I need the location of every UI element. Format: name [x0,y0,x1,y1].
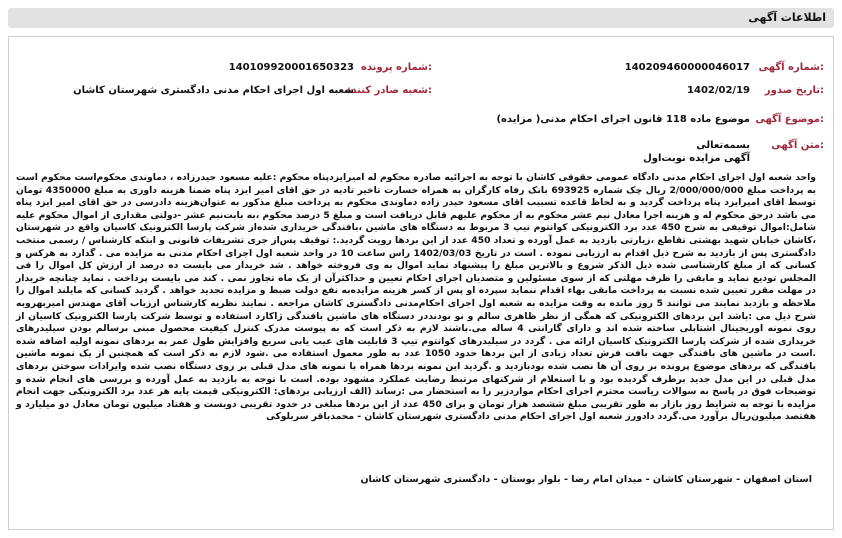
issuer-value: شعبه اول اجرای احکام مدنی دادگستری شهرستان کاشان [73,85,354,96]
subject-label: موضوع آگهی: [755,114,824,125]
basmala: بسمه‌تعالی [696,140,750,151]
issuer-label: شعبه صادر کننده: [345,85,432,96]
ad-number: 140209460000046017 [624,62,750,73]
header-title: اطلاعات آگهی [748,11,826,24]
ad-number-label: شماره آگهی: [758,62,824,73]
ad-body [16,172,816,424]
subject-value: موضوع ماده 118 قانون اجرای احکام مدنی( مزایده) [496,114,750,125]
header-bar [8,8,834,28]
address: استان اصفهان - شهرستان کاشان - میدان امام رضا - بلوار بوستان - دادگستری شهرستان کاشان [360,474,812,485]
ad-heading: آگهی مزایده نوبت‌اول [643,153,750,164]
text-label: متن آگهی: [771,140,824,151]
date-value: 1402/02/19 [687,85,750,96]
file-number-label: شماره پرونده: [360,62,432,73]
date-label: تاریخ صدور: [764,85,824,96]
file-number: 140109920001650323 [228,62,354,73]
ad-body-paragraph: واحد شعبه اول اجرای احکام مدنی دادگاه عمومی حقوقی کاشان با توجه به اجرائیه صادره محکوم له امیرایزدپناه محکوم :علیه مسعود حیدرزاده ، دماوندی محکوم‌است محکوم است به پرداخت مبلغ 2/000/000/000 ریال چک شماره 693925 بانک رفاه کارگران به همراه خسارت تاخیر تادیه در حق اقای امیر ایزد پناه ضمنا هزینه داوری به مبلغ 4350000 تومان توسط اقای امیرایزد پناه پرداخت گردید و به لحاظ قاعده تسبیب اقای مسعود حیدر زاده دماوندی محکوم به پرداخت مبلغ مذکور به عنوان‌هزینه دادرسی در حق اقای امیر ایزد پناه می باشد درحق محکوم له و هزینه اجرا معادل نیم عشر محکوم به از محکوم علیهم قابل دریافت است و مبلغ 5 درصد محکوم ،به بابت‌نیم عشر -دولتی مقداری از اموال محکوم علیه شامل:اموال توقیفی به شرح 450 عدد برد الکترونیکی کوانتوم تیپ 3 مربوط به دستگاه های ماشین ،بافندگی خریداری شده‌از شرکت پارسا الکترونیک کاسیان واقع در شهرستان ،کاشان خیابان شهید بهشتی تقاطع ،زیارتی بازدید به عمل آورده و تعداد 450 عدد از این بردها رویت گردید.: توقیف پس‌از جری تشریفات قانونی و ابتکه کارشناس / رسمی منتخب دادگستری پس از بازدید به شرح ذیل اقدام به ارزیابی نموده . است در تاریخ 1402/03/03 راس ساعت 10 در واحد شعبه اول اجرای احکام مدنی به مزایده می . گذارد به هرکس و کسانی که از مبلغ کارشناسی شده ذیل الذکر شروع و بالاترین مبلغ را پیشنهاد نماید اموال به وی فروخته خواهد . شد خریدار می بایست ده درصد از ارزش کل اموال را فی المجلس تودیع نماید و مابقی را ظرف مهلتی که از سوی مسئولین و متصدیان اجرای احکام تعیین و حداکثرآن از یک ماه تجاوز نمی . کند می بایست پرداخت . نماید چنانچه خریدار در مهلت مقرر تعیین شده نسبت به پرداخت مابقی بهاء اقدام ننماید سپرده او پس از کسر هزینه مزایده‌به نفع دولت ضبط و مزایده تجدید خواهد . گردید کسانی که مایلند اموال را ملاحظه و بازدید نمایند می توانند 5 روز مانده به وقت مزایده به شعبه اول اجرای احکام‌مدنی دادگستری کاشان مراجعه . نمایند نظریه کارشناس ارزیاب آقای مهندس امیربهروبه شرح ذیل می :باشد این بردهای الکترونیکی که همگی از نظر ظاهری سالم و نو بودنددر دستگاه های ماشین بافندگی ژاکارد استفاده و توسط شرکت پارسا الکترونیک کاسیان از روی نمونه اوریجینال اشتابلی ساخته شده اند و دارای گارانتی 4 ساله می.باشند لازم به ذکر است که به پیوست مدرک کنترل کیفیت محصول مبنی برسالم بودن سیلیدرهای خریداری شده از شرکت پارسا الکترونیک کاسیان ارائه می . گردد در سیلیدرهای کوانتوم تیپ 3 قابلیت های عیب یابی سریع وافزایش طول عمر به بردهای نمونه اولیه اضافه شده .است در ماشین های بافندگی جهت بافت فرش تعداد زیادی از این بردها حدود 1050 عدد به طور معمول استفاده می .شود لازم به ذکر است که همچنین از یک نمونه ماشین بافندگی که بردهای موضوع پرونده بر روی آن ها نصب شده بودبازدید و .گردید این نمونه بردها همراه با نمونه های مدل قبلی بر روی دستگاه نصب شده وایرادات سوختن بردهای مدل قبلی در این مدل جدید برطرف گردیده بود و با استعلام از شرکتهای مرتبط رضایت عملکرد مشهود بوده. است با توجه به بازدید به عمل آورده و بررسی های انجام شده و توضیحات فوق در پاسخ به سوالات ریاست محترم اجرای احکام مواردزیر را به استحضار می :رساند (الف ارزیابی بردهای: الکترونیکی قیمت پایه هر عدد برد الکترونیکی جهت انجام مزایده با توجه به شرایط روز بازار به طور تقریبی مبلغ ششصد هزار تومان و برای 450 عدد از این بردها مبلغی در حدود تقریبی دویست و هفتاد میلیون تومان معادل دو میلیارد و هفتصد میلیون‌ریال برآورد می.گردد دادورز شعبه اول اجرای احکام مدنی دادگستری شهرستان کاشان - محمدباقر سربلوکی [16,172,817,423]
